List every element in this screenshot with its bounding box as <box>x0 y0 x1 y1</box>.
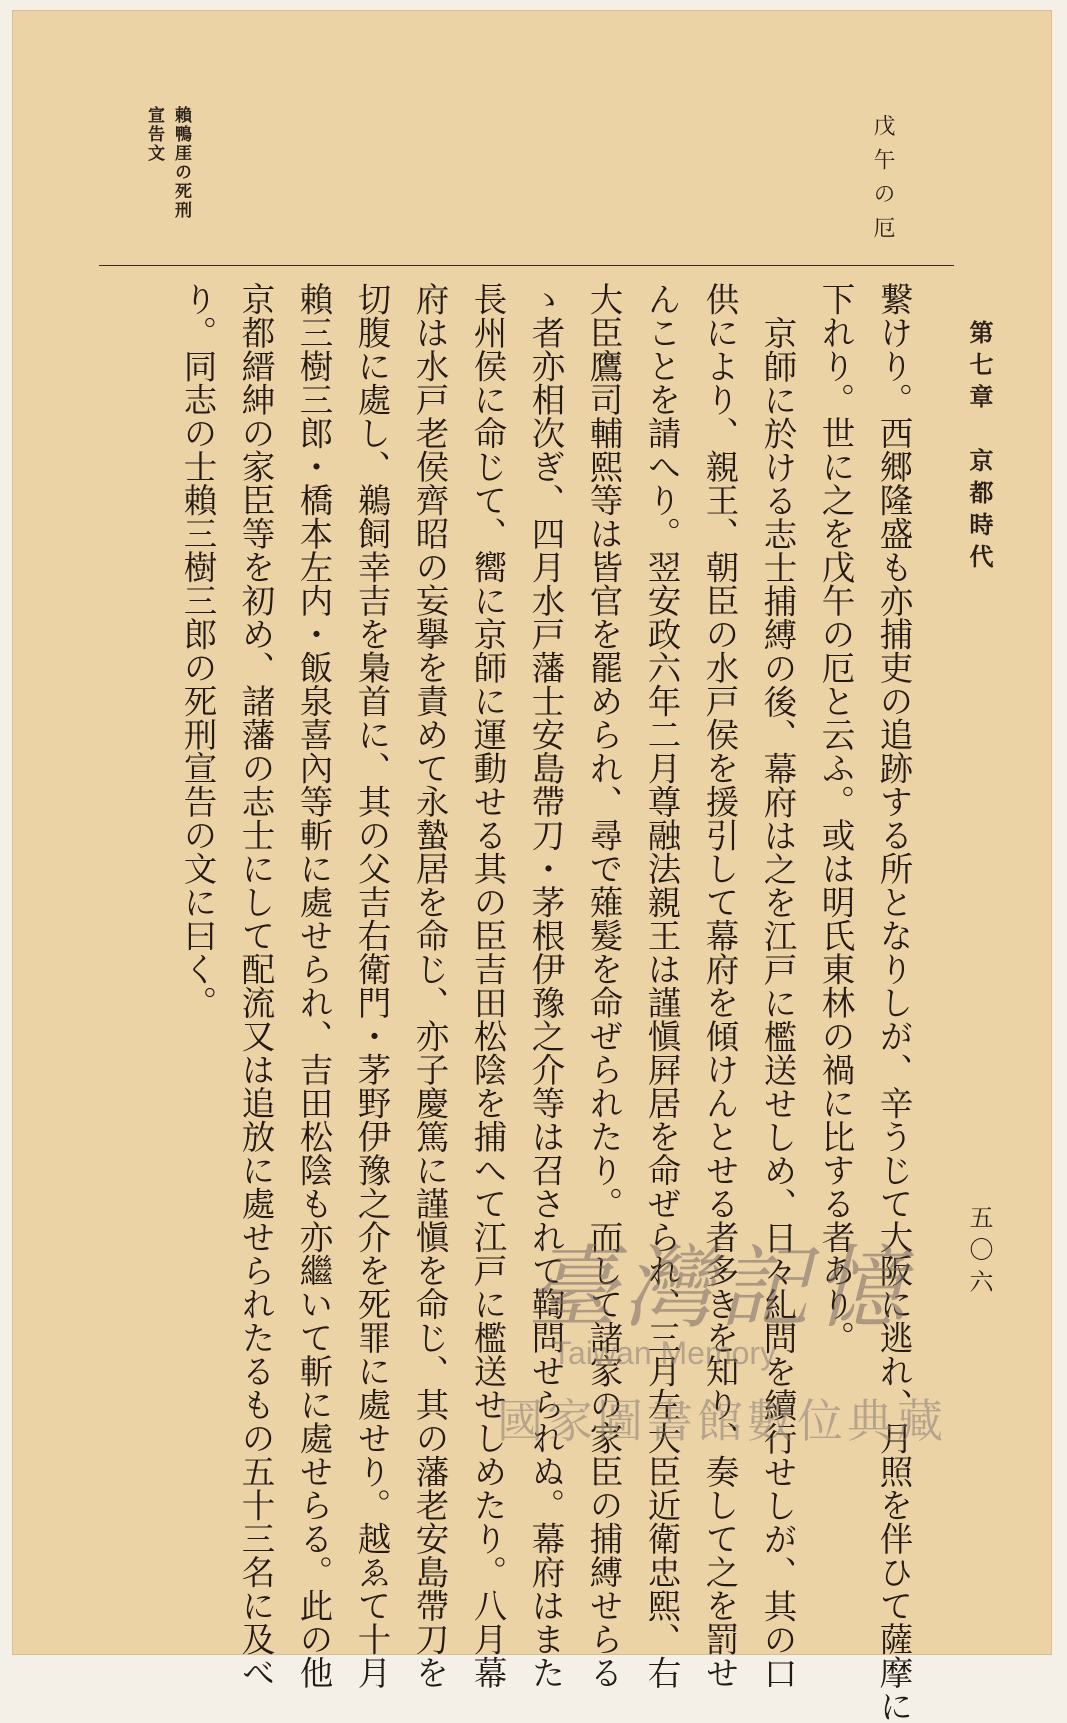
text-column: 府は水戸老侯齊昭の妄擧を責めて永蟄居を命じ、亦子慶篤に謹愼を命じ、其の藩老安島帶刀を <box>410 282 449 1689</box>
text-column: んことを請へり。翌安政六年二月尊融法親王は謹愼屛居を命ぜられ、三月左大臣近衛忠熙、右 <box>642 282 681 1689</box>
watermark-english: Taiwan Memory <box>552 1335 777 1371</box>
text-column: ゝ者亦相次ぎ、四月水戸藩士安島帶刀・茅根伊豫之介等は召されて鞫問せられぬ。幕府はまた <box>526 282 565 1689</box>
text-column: 繋けり。西郷隆盛も亦捕吏の追跡する所となりしが、辛うじて大阪に逃れ、月照を伴ひて薩摩に <box>874 282 913 1723</box>
chapter-heading: 第七章 京都時代 <box>965 320 994 576</box>
watermark-subtitle: 國家圖書館數位典藏 <box>497 1394 947 1448</box>
text-column: 京都縉紳の家臣等を初め、諸藩の志士にして配流又は追放に處せられたるもの五十三名に及べ <box>236 282 275 1689</box>
text-column: 賴三樹三郎・橋本左内・飯泉喜內等斬に處せられ、吉田松陰も亦繼いて斬に處せらる。此の他 <box>294 282 333 1689</box>
page-number: 五〇六 <box>965 1205 993 1301</box>
watermark-title: 臺灣記憶 <box>527 1236 911 1341</box>
page-title: 戊午の厄 <box>870 114 895 250</box>
margin-note-line-1: 賴鴨厓の死刑 <box>171 106 191 220</box>
text-column: 供により、親王、朝臣の水戸侯を援引して幕府を傾けんとせる者多きを知り、奏して之を罰せ <box>700 282 739 1689</box>
margin-note-line-2: 宣告文 <box>144 106 164 163</box>
text-column: 切腹に處し、鵜飼幸吉を梟首に、其の父吉右衛門・茅野伊豫之介を死罪に處せり。越ゑて十月 <box>352 282 391 1689</box>
book-page <box>12 10 1052 1723</box>
text-column: 大臣鷹司輔熙等は皆官を罷められ、尋で薙髮を命ぜられたり。而して諸家の家臣の捕縛せらる <box>584 282 623 1689</box>
text-column: 京師に於ける志士捕縛の後、幕府は之を江戸に檻送せしめ、日々糺問を續行せしが、其の口 <box>758 315 797 1689</box>
body-text <box>147 282 922 1723</box>
text-column: 長州侯に命じて、嚮に京師に運動せる其の臣吉田松陰を捕へて江戸に檻送せしめたり。八月幕 <box>468 282 507 1689</box>
text-column: 下れり。世に之を戊午の厄と云ふ。或は明氏東林の禍に比する者あり。 <box>816 282 855 1354</box>
header-rule <box>99 265 954 266</box>
margin-note <box>124 106 194 256</box>
text-column: り。同志の士賴三樹三郎の死刑宣告の文に曰く。 <box>178 282 217 1019</box>
